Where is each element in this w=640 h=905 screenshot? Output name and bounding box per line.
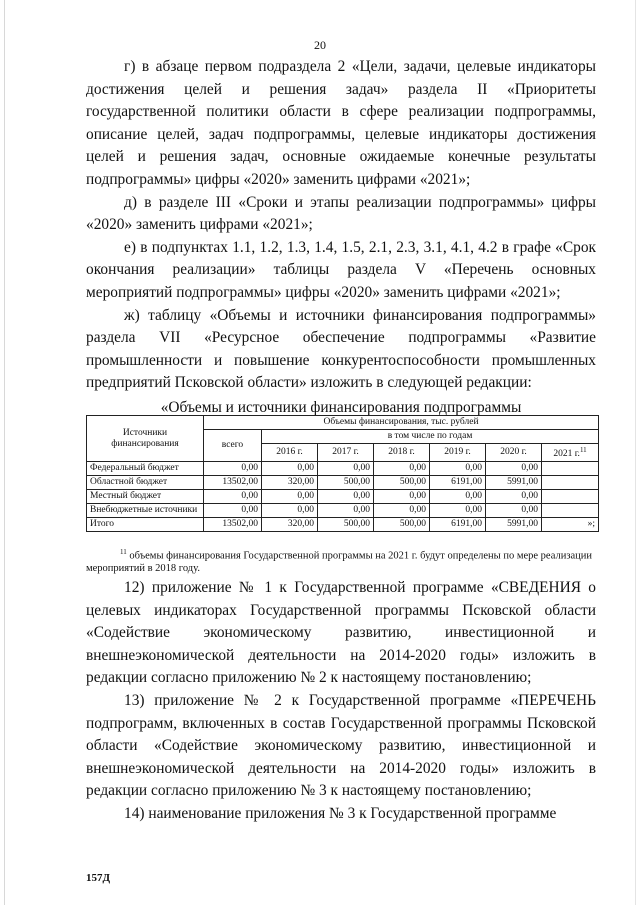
paragraph-12: 12) приложение № 1 к Государственной программе «СВЕДЕНИЯ о целевых индикаторах Государственной программы Псковской области «Содействие экономическому развитию, инвестиционной и внешнеэкономической деятельности на 2014-2020 годы» изложить в редакции согласно приложению № 2 к настоящему постановлению; [86,579,596,687]
financing-table-wrap [86,415,598,532]
row-label: Федеральный бюджет [87,462,204,476]
header-total: всего [204,430,262,462]
table-row-total [87,518,599,532]
cell-2021 [542,490,599,504]
body-text-bottom [86,577,596,826]
cell-total: 0,00 [204,504,262,518]
table-row [87,490,599,504]
cell-total: 13502,00 [204,476,262,490]
cell-2018: 500,00 [374,476,430,490]
paragraph-zh: ж) таблицу «Объемы и источники финансирования подпрограммы» раздела VII «Ресурсное обеспечение подпрограммы «Развитие промышленности и повышение конкурентоспособности промышленных предприятий Псковской области» изложить в следующей редакции: [86,306,596,392]
cell-2018: 0,00 [374,504,430,518]
cell-2017: 0,00 [318,504,374,518]
cell-2016: 320,00 [262,518,318,532]
header-year-last: 2021 г.$^{11}$ [542,444,599,462]
page-number: 20 [314,38,326,52]
header-volumes: Объемы финансирования, тыс. рублей [204,416,599,430]
header-year: 2018 г. [374,444,430,462]
cell-2021 [542,476,599,490]
cell-2019: 0,00 [430,504,486,518]
cell-2018: 500,00 [374,518,430,532]
cell-2021 [542,462,599,476]
cell-2016: 320,00 [262,476,318,490]
cell-2019: 0,00 [430,462,486,476]
header-year: 2017 г. [318,444,374,462]
cell-2017: 0,00 [318,462,374,476]
scan-edge-left [4,0,5,905]
cell-2016: 0,00 [262,462,318,476]
paragraph-e: е) в подпунктах 1.1, 1.2, 1.3, 1.4, 1.5, 2.1, 2.3, 3.1, 4.1, 4.2 в графе «Срок окончания реализации» таблицы раздела V «Перечень основных мероприятий подпрограммы» цифры «2020» заменить цифрами «2021»; [86,238,596,301]
document-code: 157Д [86,872,111,884]
paragraph-13: 13) приложение № 2 к Государственной программе «ПЕРЕЧЕНЬ подпрограмм, включенных в состав Государственной программы Псковской области «Содействие экономическому развитию, инвестиционной и внешнеэкономической деятельности на 2014-2020 годы» изложить в редакции согласно приложению № 3 к настоящему постановлению; [86,691,596,800]
cell-2021 [542,504,599,518]
header-year: 2016 г. [262,444,318,462]
row-label: Местный бюджет [87,490,204,504]
header-year: 2020 г. [486,444,542,462]
paragraph-g: г) в абзаце первом подраздела 2 «Цели, задачи, целевые индикаторы достижения целей и решения задач» раздела II «Приоритеты государственной политики области в сфере реализации подпрограммы, описание целей, задач подпрограммы, целевые индикаторы достижения целей и решения задач, основные ожидаемые конечные результаты подпрограммы» цифры «2020» заменить цифрами «2021»; [86,58,596,188]
paragraph-d: д) в разделе III «Сроки и этапы реализации подпрограммы» цифры «2020» заменить цифрами «2021»; [86,193,596,234]
footnote-mark: 11 [120,548,127,556]
cell-2017: 500,00 [318,518,374,532]
header-sources: Источники финансирования [87,416,204,462]
cell-2021: »; [542,518,599,532]
financing-table [86,415,599,532]
cell-2017: 0,00 [318,490,374,504]
table-row [87,476,599,490]
row-label: Итого [87,518,204,532]
cell-2019: 6191,00 [430,518,486,532]
cell-2020: 0,00 [486,504,542,518]
table-caption: «Объемы и источники финансирования подпрограммы [160,398,522,416]
cell-total: 0,00 [204,490,262,504]
footnote-ref: 11 [579,446,587,454]
cell-2020: 0,00 [486,462,542,476]
cell-2020: 0,00 [486,490,542,504]
table-row [87,462,599,476]
cell-2020: 5991,00 [486,476,542,490]
cell-2019: 0,00 [430,490,486,504]
cell-total: 0,00 [204,462,262,476]
cell-2017: 500,00 [318,476,374,490]
table-header-row [87,416,599,430]
header-year: 2019 г. [430,444,486,462]
body-text-top [86,56,596,420]
cell-2016: 0,00 [262,504,318,518]
cell-2018: 0,00 [374,490,430,504]
header-by-years: в том числе по годам [262,430,599,444]
cell-2016: 0,00 [262,490,318,504]
cell-2020: 5991,00 [486,518,542,532]
footnote [86,546,598,575]
row-label: Областной бюджет [87,476,204,490]
row-label: Внебюджетные источники [87,504,204,518]
scan-edge-right [635,0,636,905]
cell-2019: 6191,00 [430,476,486,490]
cell-2018: 0,00 [374,462,430,476]
footnote-text: объемы финансирования Государственной программы на 2021 г. будут определены по мере реализации мероприятий в 2018 году. [86,550,592,574]
table-row [87,504,599,518]
cell-total: 13502,00 [204,518,262,532]
paragraph-14: 14) наименование приложения № 3 к Государственной программе [124,804,557,822]
